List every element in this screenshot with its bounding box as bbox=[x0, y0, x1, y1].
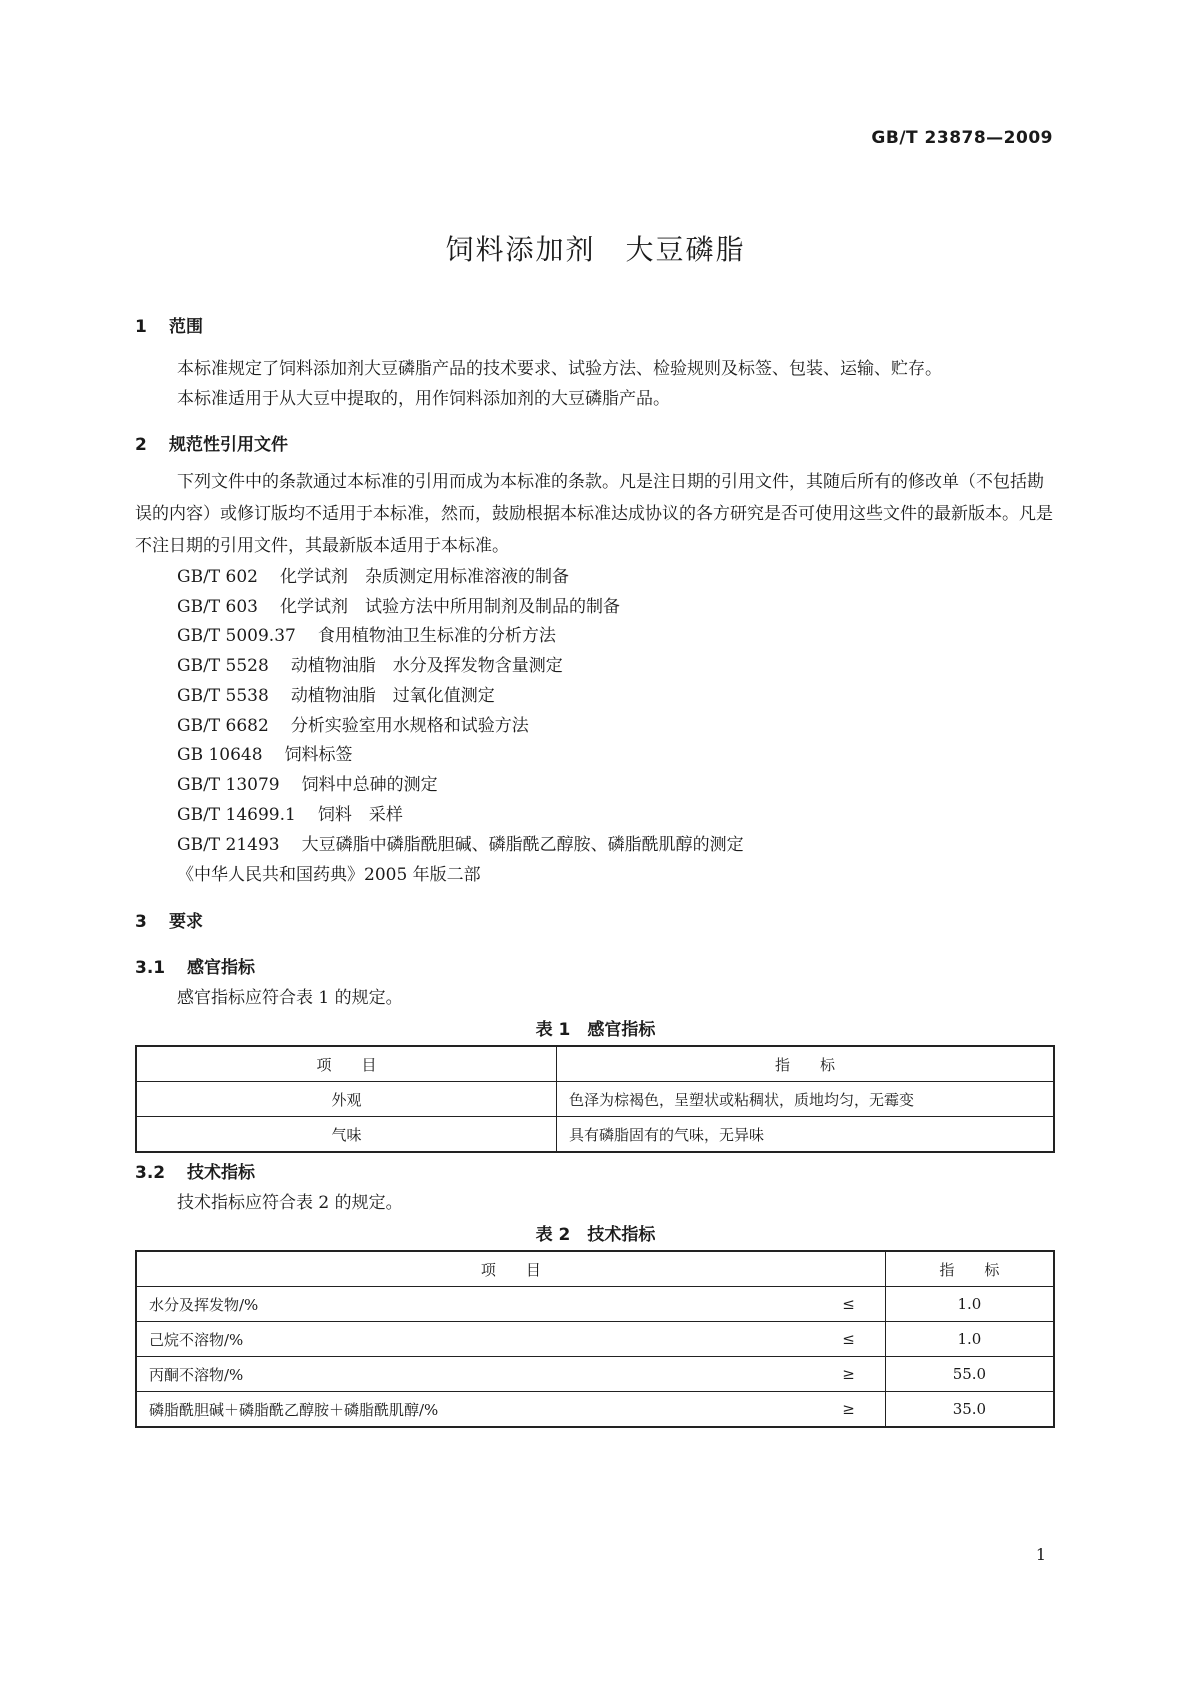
section-title: 规范性引用文件 bbox=[169, 435, 288, 455]
reference-code: GB/T 14699.1 bbox=[177, 805, 296, 825]
section-2-heading bbox=[135, 430, 288, 455]
row-value: 35.0 bbox=[885, 1392, 1054, 1428]
row-item: 己烷不溶物/% bbox=[136, 1322, 803, 1357]
reference-item bbox=[177, 651, 563, 676]
section-title: 要求 bbox=[169, 912, 203, 932]
section-3-2-heading bbox=[135, 1158, 255, 1183]
reference-item bbox=[177, 681, 495, 706]
section-number: 2 bbox=[135, 435, 147, 455]
section-title: 技术指标 bbox=[187, 1163, 255, 1183]
row-value: 1.0 bbox=[885, 1287, 1054, 1322]
reference-item bbox=[177, 800, 403, 825]
reference-item bbox=[177, 740, 353, 765]
table-row bbox=[136, 1392, 1054, 1428]
header-item: 项 目 bbox=[136, 1046, 557, 1082]
section-number: 3.2 bbox=[135, 1163, 166, 1183]
reference-pharmacopoeia: 《中华人民共和国药典》2005 年版二部 bbox=[177, 865, 481, 885]
row-item: 水分及挥发物/% bbox=[136, 1287, 803, 1322]
section-title: 感官指标 bbox=[187, 958, 255, 978]
section-title: 范围 bbox=[169, 317, 203, 337]
reference-title: 饲料 采样 bbox=[317, 805, 403, 825]
reference-code: GB/T 21493 bbox=[177, 835, 280, 855]
row-value: 色泽为棕褐色，呈塑状或粘稠状，质地均匀，无霉变 bbox=[557, 1082, 1055, 1117]
reference-title: 化学试剂 杂质测定用标准溶液的制备 bbox=[280, 567, 569, 587]
reference-item bbox=[177, 562, 569, 587]
reference-item bbox=[177, 770, 438, 795]
reference-item bbox=[177, 711, 529, 736]
reference-item bbox=[177, 592, 620, 617]
standard-code: GB/T 23878—2009 bbox=[871, 128, 1053, 148]
table-1-sensory bbox=[135, 1045, 1055, 1153]
table-row bbox=[136, 1082, 1054, 1117]
reference-item bbox=[177, 830, 744, 855]
table-header-row bbox=[136, 1046, 1054, 1082]
reference-code: GB/T 6682 bbox=[177, 716, 269, 736]
reference-code: GB/T 602 bbox=[177, 567, 258, 587]
row-item: 磷脂酰胆碱＋磷脂酰乙醇胺＋磷脂酰肌醇/% bbox=[136, 1392, 803, 1428]
section-number: 3.1 bbox=[135, 958, 166, 978]
section-3-1-text: 感官指标应符合表 1 的规定。 bbox=[177, 988, 403, 1008]
reference-code: GB/T 603 bbox=[177, 597, 258, 617]
reference-code: GB/T 13079 bbox=[177, 775, 280, 795]
table-row bbox=[136, 1357, 1054, 1392]
table-2-caption: 表 2 技术指标 bbox=[535, 1225, 656, 1245]
row-symbol: ≥ bbox=[803, 1357, 886, 1392]
document-title: 饲料添加剂 大豆磷脂 bbox=[445, 233, 746, 266]
table-row bbox=[136, 1322, 1054, 1357]
reference-title: 饲料中总砷的测定 bbox=[301, 775, 438, 795]
table-row bbox=[136, 1117, 1054, 1153]
row-symbol: ≤ bbox=[803, 1322, 886, 1357]
reference-title: 食用植物油卫生标准的分析方法 bbox=[317, 626, 556, 646]
row-item: 外观 bbox=[136, 1082, 557, 1117]
row-symbol: ≤ bbox=[803, 1287, 886, 1322]
reference-code: GB 10648 bbox=[177, 745, 263, 765]
row-value: 1.0 bbox=[885, 1322, 1054, 1357]
reference-title: 饲料标签 bbox=[284, 745, 353, 765]
page-number: 1 bbox=[1035, 1545, 1046, 1564]
reference-title: 分析实验室用水规格和试验方法 bbox=[290, 716, 529, 736]
section-number: 1 bbox=[135, 317, 147, 337]
section-1-heading bbox=[135, 312, 203, 337]
section-3-2-text: 技术指标应符合表 2 的规定。 bbox=[177, 1193, 403, 1213]
table-2-technical bbox=[135, 1250, 1055, 1428]
section-number: 3 bbox=[135, 912, 147, 932]
reference-title: 动植物油脂 水分及挥发物含量测定 bbox=[290, 656, 563, 676]
header-value: 指 标 bbox=[557, 1046, 1055, 1082]
reference-title: 大豆磷脂中磷脂酰胆碱、磷脂酰乙醇胺、磷脂酰肌醇的测定 bbox=[301, 835, 744, 855]
table-row bbox=[136, 1287, 1054, 1322]
row-value: 55.0 bbox=[885, 1357, 1054, 1392]
section-3-1-heading bbox=[135, 953, 255, 978]
reference-title: 动植物油脂 过氧化值测定 bbox=[290, 686, 495, 706]
reference-code: GB/T 5009.37 bbox=[177, 626, 296, 646]
header-item: 项 目 bbox=[136, 1251, 885, 1287]
reference-item bbox=[177, 621, 556, 646]
table-1-caption: 表 1 感官指标 bbox=[535, 1020, 656, 1040]
reference-code: GB/T 5528 bbox=[177, 656, 269, 676]
table-header-row bbox=[136, 1251, 1054, 1287]
reference-code: GB/T 5538 bbox=[177, 686, 269, 706]
section-3-heading bbox=[135, 907, 203, 932]
header-value: 指 标 bbox=[885, 1251, 1054, 1287]
section-1-paragraph-1: 本标准规定了饲料添加剂大豆磷脂产品的技术要求、试验方法、检验规则及标签、包装、运输、贮存。 bbox=[177, 359, 942, 379]
row-item: 气味 bbox=[136, 1117, 557, 1153]
row-item: 丙酮不溶物/% bbox=[136, 1357, 803, 1392]
reference-title: 化学试剂 试验方法中所用制剂及制品的制备 bbox=[280, 597, 620, 617]
section-1-paragraph-2: 本标准适用于从大豆中提取的，用作饲料添加剂的大豆磷脂产品。 bbox=[177, 389, 670, 409]
row-value: 具有磷脂固有的气味，无异味 bbox=[557, 1117, 1055, 1153]
row-symbol: ≥ bbox=[803, 1392, 886, 1428]
section-2-paragraph: 下列文件中的条款通过本标准的引用而成为本标准的条款。凡是注日期的引用文件，其随后所有的修改单（不包括勘误的内容）或修订版均不适用于本标准，然而，鼓励根据本标准达成协议的各方研究是否可使用这些文件的最新版本。凡是不注日期的引用文件，其最新版本适用于本标准。 bbox=[135, 472, 1053, 556]
